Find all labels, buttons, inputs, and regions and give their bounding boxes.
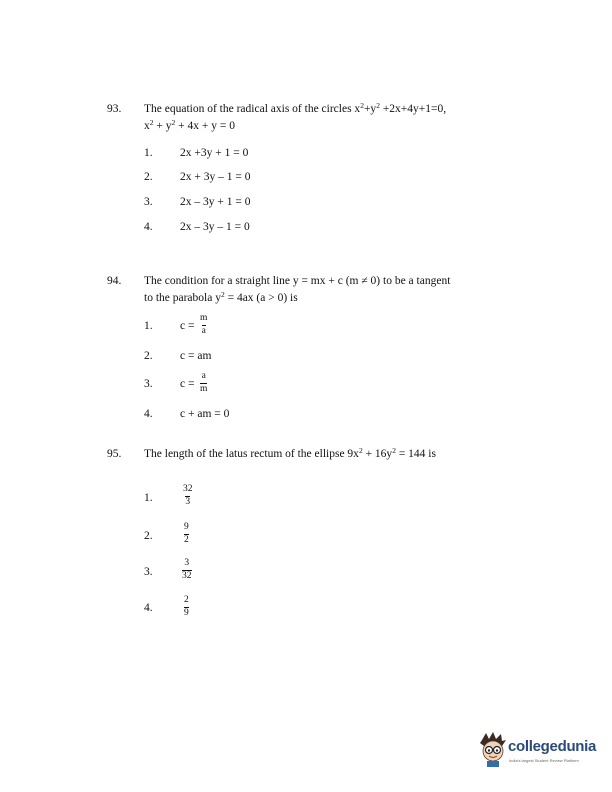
question-94-text-line2: to the parabola $y^2 = 4ax$ (a > 0) is [144, 290, 298, 304]
q95-option-3-fraction [182, 559, 192, 581]
fraction-denominator: 9 [184, 607, 189, 618]
q94-option-4-number: 4. [144, 408, 153, 420]
mascot-logo-icon [478, 731, 508, 767]
fraction-denominator: m [200, 383, 208, 394]
fraction-numerator: a [201, 371, 206, 381]
q93-option-2-text: 2x + 3y – 1 = 0 [180, 171, 251, 183]
question-93-number: 93. [107, 103, 122, 115]
q93-option-3-text: 2x – 3y + 1 = 0 [180, 196, 251, 208]
q94-option-1-prefix: c = [180, 320, 195, 332]
q94-option-1-number: 1. [144, 320, 153, 332]
q94-option-3-prefix: c = [180, 378, 195, 390]
q93-option-1-text: 2x +3y + 1 = 0 [180, 147, 249, 159]
q95-option-1-number: 1. [144, 492, 153, 504]
q93-option-2-number: 2. [144, 171, 153, 183]
fraction-denominator: 2 [184, 534, 189, 545]
q95-option-4-fraction [183, 596, 190, 618]
q94-option-3-number: 3. [144, 378, 153, 390]
question-94-number: 94. [107, 275, 122, 287]
question-95-number: 95. [107, 448, 122, 460]
fraction-numerator: 2 [184, 595, 189, 605]
fraction-denominator: 32 [182, 570, 192, 581]
q94-option-4-text: c + am = 0 [180, 408, 230, 420]
logo-tagline: India's largest Student Review Platform [509, 758, 579, 763]
q95-option-4-number: 4. [144, 602, 153, 614]
q93-option-3-number: 3. [144, 196, 153, 208]
q93-option-1-number: 1. [144, 147, 153, 159]
q95-option-2-number: 2. [144, 530, 153, 542]
q94-option-3-fraction [200, 372, 207, 394]
q94-option-2-number: 2. [144, 350, 153, 362]
question-93-text-line2: $x^2 + y^2 + 4x + y = 0$ [144, 118, 235, 132]
q95-option-1-fraction [182, 485, 194, 507]
logo-brand-text: collegedunia [508, 738, 597, 755]
question-95-text: The length of the latus rectum of the ellipse $9x^2 + 16y^2 = 144$ is [144, 446, 436, 460]
q94-option-2-text: c = am [180, 350, 212, 362]
fraction-numerator: 9 [184, 522, 189, 532]
fraction-numerator: m [200, 313, 208, 323]
fraction-denominator: 3 [185, 496, 191, 507]
question-93-text-line1: The equation of the radical axis of the circles $x^2+y^2 +2x+4y+1=0$, [144, 101, 447, 115]
fraction-numerator: 32 [183, 484, 193, 494]
q93-option-4-number: 4. [144, 221, 153, 233]
fraction-numerator: 3 [184, 558, 190, 568]
q95-option-3-number: 3. [144, 566, 153, 578]
fraction-denominator: a [201, 325, 206, 336]
question-94-text-line1: The condition for a straight line y = mx + c (m ≠ 0) to be a tangent [144, 275, 451, 287]
q95-option-2-fraction [183, 523, 190, 545]
q94-option-1-fraction [199, 314, 208, 336]
collegedunia-logo [478, 731, 598, 771]
q93-option-4-text: 2x – 3y – 1 = 0 [180, 221, 250, 233]
